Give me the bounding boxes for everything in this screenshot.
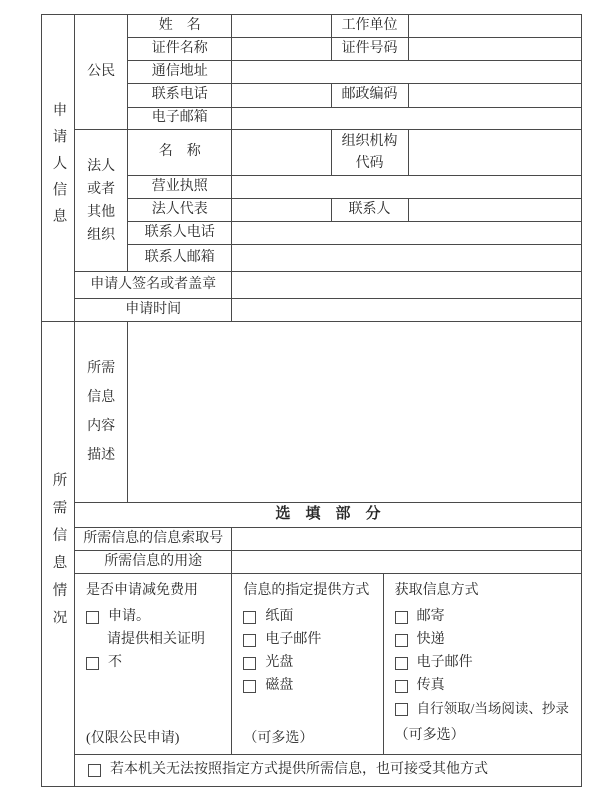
org-code-label-text: 组织机构代码: [341, 133, 398, 171]
citizen-group-label: 公民: [75, 15, 128, 130]
cd-checkbox-icon[interactable]: [243, 657, 256, 670]
express-option-label: 快递: [416, 632, 445, 647]
obtain-email-checkbox-icon[interactable]: [395, 657, 408, 670]
fee-waiver-title: 是否申请减免费用: [86, 583, 199, 598]
description-label-text: 所需信息内容描述: [87, 361, 116, 463]
apply-time-label: 申请时间: [75, 299, 232, 322]
org-group-label-text: 法人或者其他组织: [87, 158, 116, 243]
delivery-option-disk: [243, 677, 378, 695]
obtain-option-fax: [395, 677, 577, 695]
postcode-value-cell[interactable]: [408, 84, 581, 108]
fee-option-apply: [86, 608, 227, 626]
contact-phone-label: 联系人电话: [128, 222, 232, 245]
fallback-checkbox-icon[interactable]: [88, 764, 101, 777]
contact-email-label: 联系人邮箱: [128, 245, 232, 272]
obtain-option-self-pickup: [395, 700, 577, 718]
delivery-option-email: [243, 631, 378, 649]
org-code-label-cell: [331, 130, 408, 176]
id-name-label: 证件名称: [128, 38, 232, 61]
express-checkbox-icon[interactable]: [395, 634, 408, 647]
required-info-side-label-text: 所需信息情况: [50, 471, 67, 637]
purpose-label: 所需信息的用途: [75, 551, 232, 574]
email-value-cell[interactable]: [232, 108, 582, 130]
work-unit-label: 工作单位: [331, 15, 408, 38]
obtain-email-option-label: 电子邮件: [416, 655, 473, 670]
contact-email-value-cell[interactable]: [232, 245, 582, 272]
applicant-side-label-text: 申请人信息: [50, 101, 67, 235]
work-unit-value-cell[interactable]: [408, 15, 581, 38]
fax-option-label: 传真: [416, 678, 445, 693]
contact-label: 联系人: [331, 199, 408, 222]
application-form: [41, 14, 582, 787]
apply-option-label: 申请。: [108, 609, 151, 624]
delivery-method-cell: [232, 574, 383, 755]
apply-option-note: 请提供相关证明: [107, 632, 206, 647]
id-number-label: 证件号码: [331, 38, 408, 61]
name-label: 姓 名: [128, 15, 232, 38]
description-label-cell: [75, 322, 128, 503]
license-value-cell[interactable]: [232, 176, 582, 199]
id-number-value-cell[interactable]: [408, 38, 581, 61]
org-name-label: 名 称: [128, 130, 232, 176]
delivery-option-cd: [243, 654, 378, 672]
org-code-value-cell[interactable]: [408, 130, 581, 176]
purpose-value-cell[interactable]: [232, 551, 582, 574]
phone-value-cell[interactable]: [232, 84, 331, 108]
fax-checkbox-icon[interactable]: [395, 680, 408, 693]
applicant-section-side-label: [42, 15, 75, 322]
optional-section-title: 选 填 部 分: [75, 503, 582, 528]
contact-phone-value-cell[interactable]: [232, 222, 582, 245]
self-pickup-checkbox-icon[interactable]: [395, 703, 408, 716]
obtain-option-email: [395, 654, 577, 672]
delivery-option-paper: [243, 608, 378, 626]
self-pickup-option-label: 自行领取/当场阅读、抄录: [416, 701, 569, 716]
phone-label: 联系电话: [128, 84, 232, 108]
applicant-info-table: [41, 14, 582, 322]
fee-option-no: [86, 654, 227, 672]
delivery-method-title: 信息的指定提供方式: [243, 583, 370, 598]
paper-option-label: 纸面: [265, 609, 294, 624]
obtain-option-mail: [395, 608, 577, 626]
no-option-label: 不: [108, 655, 123, 670]
delivery-method-footnote: （可多选）: [243, 731, 314, 746]
obtain-option-express: [395, 631, 577, 649]
postcode-label: 邮政编码: [331, 84, 408, 108]
signature-value-cell[interactable]: [232, 272, 582, 299]
description-value-cell[interactable]: [128, 322, 582, 503]
obtain-method-cell: [383, 574, 581, 755]
index-number-label: 所需信息的信息索取号: [75, 528, 232, 551]
email-label: 电子邮箱: [128, 108, 232, 130]
mail-option-label: 邮寄: [416, 609, 445, 624]
apply-checkbox-icon[interactable]: [86, 611, 99, 624]
address-label: 通信地址: [128, 61, 232, 84]
contact-value-cell[interactable]: [408, 199, 581, 222]
mail-checkbox-icon[interactable]: [395, 611, 408, 624]
address-value-cell[interactable]: [232, 61, 582, 84]
cd-option-label: 光盘: [265, 655, 294, 670]
required-info-side-label: [42, 322, 75, 787]
org-name-value-cell[interactable]: [232, 130, 331, 176]
required-info-table: [41, 321, 582, 787]
fallback-note-cell: [75, 755, 582, 787]
legal-rep-label: 法人代表: [128, 199, 232, 222]
paper-checkbox-icon[interactable]: [243, 611, 256, 624]
signature-label: 申请人签名或者盖章: [75, 272, 232, 299]
name-value-cell[interactable]: [232, 15, 331, 38]
id-name-value-cell[interactable]: [232, 38, 331, 61]
no-checkbox-icon[interactable]: [86, 657, 99, 670]
obtain-method-title: 获取信息方式: [394, 583, 479, 598]
apply-time-value-cell[interactable]: [232, 299, 582, 322]
fee-waiver-footnote: (仅限公民申请): [86, 731, 180, 746]
disk-checkbox-icon[interactable]: [243, 680, 256, 693]
index-number-value-cell[interactable]: [232, 528, 582, 551]
delivery-email-option-label: 电子邮件: [265, 632, 322, 647]
fee-waiver-cell: [75, 574, 232, 755]
delivery-email-checkbox-icon[interactable]: [243, 634, 256, 647]
obtain-method-footnote: （可多选）: [394, 728, 465, 743]
disk-option-label: 磁盘: [265, 678, 294, 693]
license-label: 营业执照: [128, 176, 232, 199]
fallback-note-text: 若本机关无法按照指定方式提供所需信息，也可接受其他方式: [110, 762, 489, 778]
org-group-label-cell: [75, 130, 128, 272]
legal-rep-value-cell[interactable]: [232, 199, 331, 222]
